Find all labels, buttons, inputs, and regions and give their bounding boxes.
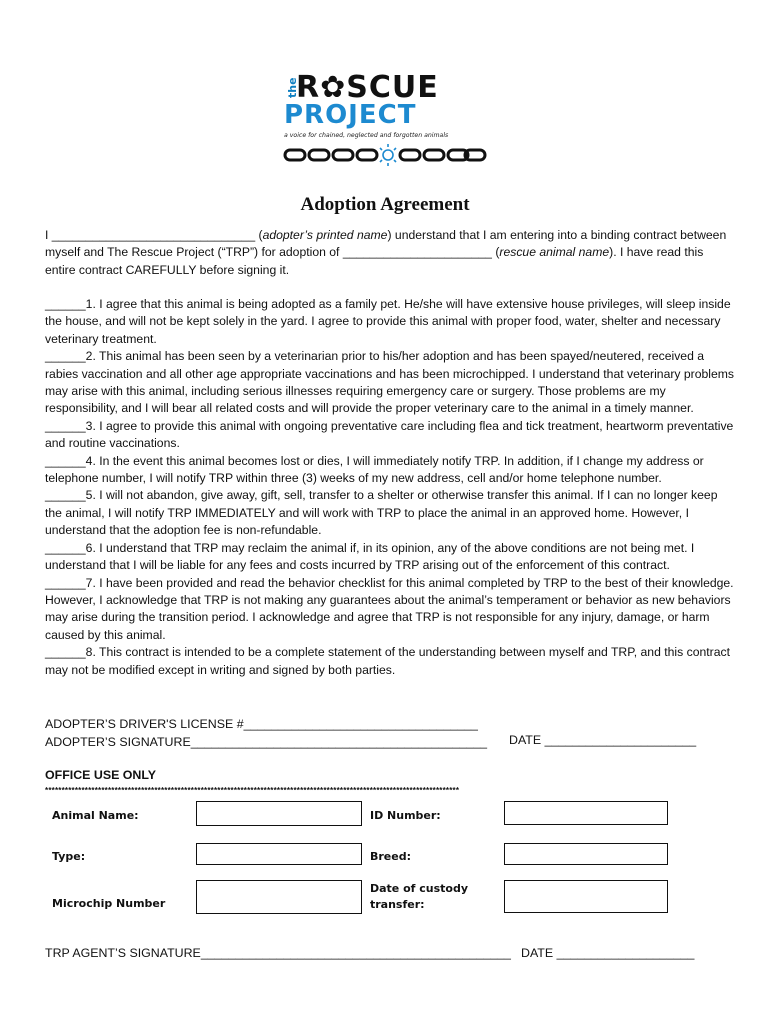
- intro-line-1a: I ______________________________ (: [45, 228, 263, 242]
- logo-rescue-text: R✿SCUE: [296, 70, 439, 105]
- breed-field[interactable]: [504, 843, 668, 865]
- animal-name-label: Animal Name:: [52, 809, 139, 822]
- agent-signature-line[interactable]: TRP AGENT’S SIGNATURE_____________________________________________: [45, 946, 511, 960]
- logo-project-text: PROJECT: [284, 100, 417, 130]
- term-item: ______3. I agree to provide this animal with ongoing preventative care including flea and tick treatment, heartworm preventative and routine vaccinations.: [45, 418, 734, 451]
- logo-tagline: a voice for chained, neglected and forgotten animals: [284, 132, 449, 139]
- rescue-animal-name-hint: rescue animal name: [499, 245, 610, 260]
- term-item: ______5. I will not abandon, give away, gift, sell, transfer to a shelter or otherwise transfer this animal. If I can no longer keep the animal, I will notify TRP IMMEDIATELY and will work with TRP to place the animal in an approved home. However, I understand that the adoption fee is non-refundable.: [45, 488, 718, 538]
- office-use-heading: OFFICE USE ONLY: [45, 768, 157, 782]
- custody-label-line-1: Date of custody: [370, 882, 469, 895]
- terms-list: [45, 296, 735, 679]
- adopter-date-line[interactable]: DATE ______________________: [509, 733, 697, 747]
- type-field[interactable]: [196, 843, 362, 865]
- custody-label-line-2: transfer:: [370, 898, 425, 911]
- adopter-signature-block: [45, 716, 487, 751]
- intro-line-3: read this entire contract CAREFULLY before signing it.: [45, 245, 704, 277]
- term-item: ______8. This contract is intended to be a complete statement of the understanding between myself and TRP, and this contract may not be modified except in writing and signed by both parties.: [45, 645, 730, 677]
- intro-line-1c: ) understand that I am entering into a binding contract: [387, 228, 677, 242]
- breed-label: Breed:: [370, 850, 412, 863]
- rescue-project-logo: [282, 58, 492, 168]
- intro-paragraph: [45, 227, 735, 279]
- page-title: Adoption Agreement: [300, 194, 470, 215]
- drivers-license-line[interactable]: ADOPTER’S DRIVER'S LICENSE #__________________________________: [45, 717, 478, 731]
- intro-line-2a: between myself and The Rescue Project (“TRP”) for adoption of ______________________ (: [45, 228, 727, 260]
- chain-icon: [282, 142, 488, 168]
- id-number-field[interactable]: [504, 801, 668, 825]
- microchip-number-field[interactable]: [196, 880, 362, 914]
- term-item: ______2. This animal has been seen by a veterinarian prior to his/her adoption and has been spayed/neutered, received a rabies vaccination and all other age appropriate vaccinations and has been microchipped. I understand that veterinary problems may arise with this animal, including serious illnesses requiring emergency care or surgery. Those problems are my responsibility, and I will bear all related costs and will provide the proper veterinary care to the animal in a timely manner.: [45, 349, 735, 416]
- adopter-signature-line[interactable]: ADOPTER’S SIGNATURE___________________________________________: [45, 734, 488, 749]
- animal-name-field[interactable]: [196, 801, 362, 826]
- term-item: ______7. I have been provided and read the behavior checklist for this animal completed by TRP to the best of their knowledge. However, I acknowledge that TRP is not making any guarantees about the animal’s temperament or behavior as new behaviors may arise during the transition period. I acknowledge and agree that TRP is not responsible for any injury, damage, or harm caused by this animal.: [45, 575, 734, 642]
- custody-date-label: [370, 881, 468, 913]
- asterisk-divider: *****************************************************************************************************************************: [45, 786, 460, 795]
- term-item: ______4. In the event this animal becomes lost or dies, I will immediately notify TRP. In addition, if I change my address or telephone number, I will notify TRP within three (3) weeks of my new address, cell and/or home telephone number.: [45, 453, 704, 486]
- microchip-number-label: Microchip Number: [52, 897, 166, 910]
- term-item: ______1. I agree that this animal is being adopted as a family pet. He/she will have extensive house privileges, will sleep inside the house, and will not be kept solely in the yard. I agree to provide this animal with proper food, water, shelter and necessary veterinary treatment.: [45, 297, 731, 346]
- id-number-label: ID Number:: [370, 809, 441, 822]
- logo-the-text: the: [286, 77, 299, 98]
- adopter-printed-name-hint: adopter’s printed name: [262, 228, 388, 242]
- type-label: Type:: [52, 850, 86, 863]
- intro-line-2c: ). I have: [609, 245, 654, 260]
- custody-date-field[interactable]: [504, 880, 668, 913]
- term-item: ______6. I understand that TRP may reclaim the animal if, in its opinion, any of the above conditions are not being met. I understand that I will be liable for any fees and costs incurred by TRP arising out of the enforcement of this contract.: [45, 540, 695, 573]
- agent-date-line[interactable]: DATE ____________________: [521, 946, 695, 960]
